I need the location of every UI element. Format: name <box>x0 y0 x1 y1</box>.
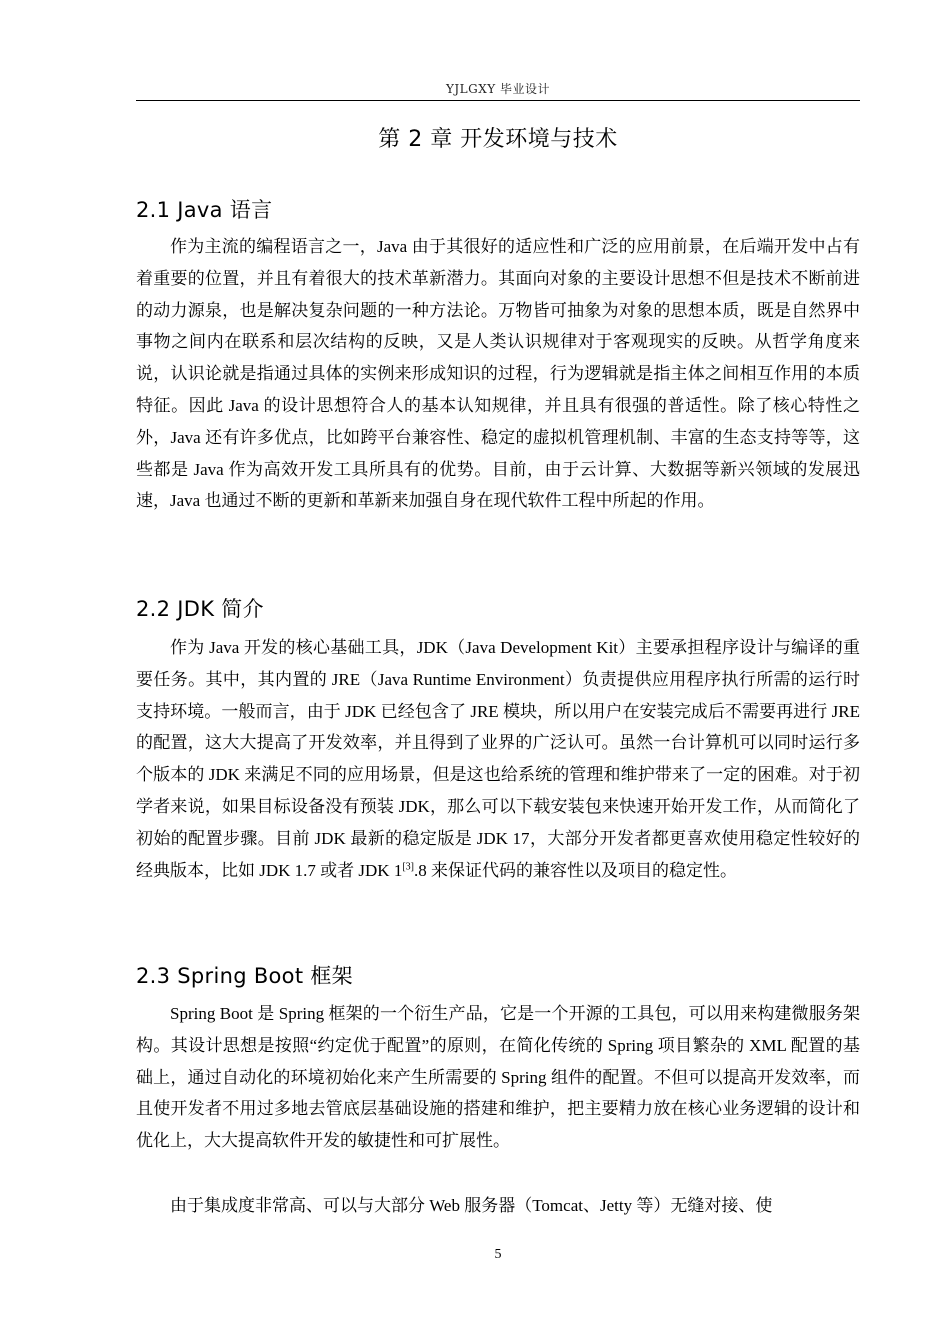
paragraph-text: 作为 Java 开发的核心基础工具，JDK（Java Development Kit）主要承担程序设计与编译的重要任务。其中，其内置的 JRE（Java Runtime Environment）负责提供应用程序执行所需的运行时支持环境。一般而言，由于 JDK 已经包含了 JRE 模块，所以用户在安装完成后不需要再进行 JRE 的配置，这大大提高了开发效率，并且得到了业界的广泛认可。虽然一台计算机可以同时运行多个版本的 JDK 来满足不同的应用场景，但是这也给系统的管理和维护带来了一定的困难。对于初学者来说，如果目标设备没有预装 JDK，那么可以下载安装包来快速开始开发工作，从而简化了初始的配置步骤。目前 JDK 最新的稳定版是 JDK 17，大部分开发者都更喜欢使用稳定性较好的经典版本，比如 JDK 1.7 或者 JDK 1 <box>136 638 860 880</box>
section-heading-2-2: 2.2 JDK 简介 <box>136 597 264 621</box>
paragraph-text-continued: .8 来保证代码的兼容性以及项目的稳定性。 <box>414 860 738 880</box>
citation-reference[interactable]: [3] <box>402 860 415 872</box>
paragraph-java-language: 作为主流的编程语言之一，Java 由于其很好的适应性和广泛的应用前景，在后端开发中占有着重要的位置，并且有着很大的技术革新潜力。其面向对象的主要设计思想不但是技术不断前进的动力源泉，也是解决复杂问题的一种方法论。万物皆可抽象为对象的思想本质，既是自然界中事物之间内在联系和层次结构的反映，又是人类认识规律对于客观现实的反映。从哲学角度来说，认识论就是指通过具体的实例来形成知识的过程，行为逻辑就是指主体之间相互作用的本质特征。因此 Java 的设计思想符合人的基本认知规律，并且具有很强的普适性。除了核心特性之外，Java 还有许多优点，比如跨平台兼容性、稳定的虚拟机管理机制、丰富的生态支持等等，这些都是 Java 作为高效开发工具所具有的优势。目前，由于云计算、大数据等新兴领域的发展迅速，Java 也通过不断的更新和革新来加强自身在现代软件工程中所起的作用。 <box>136 237 860 511</box>
paragraph-spring-boot-continued: 由于集成度非常高、可以与大部分 Web 服务器（Tomcat、Jetty 等）无缝对接、使 <box>170 1196 773 1215</box>
paragraph-jdk-intro <box>136 632 860 886</box>
chapter-title: 第 2 章 开发环境与技术 <box>378 127 618 152</box>
header-rule <box>136 100 860 101</box>
section-heading-2-3: 2.3 Spring Boot 框架 <box>136 964 353 988</box>
page-number: 5 <box>494 1247 502 1262</box>
paragraph-spring-boot: Spring Boot 是 Spring 框架的一个衍生产品，它是一个开源的工具包，可以用来构建微服务架构。其设计思想是按照“约定优于配置”的原则，在简化传统的 Spring 项目繁杂的 XML 配置的基础上，通过自动化的环境初始化来产生所需要的 Spring 组件的配置。不但可以提高开发效率，而且使开发者不用过多地去管底层基础设施的搭建和维护，把主要精力放在核心业务逻辑的设计和优化上，大大提高软件开发的敏捷性和可扩展性。 <box>136 1004 860 1151</box>
section-heading-2-1: 2.1 Java 语言 <box>136 198 273 222</box>
running-header: YJLGXY 毕业设计 <box>445 82 551 96</box>
